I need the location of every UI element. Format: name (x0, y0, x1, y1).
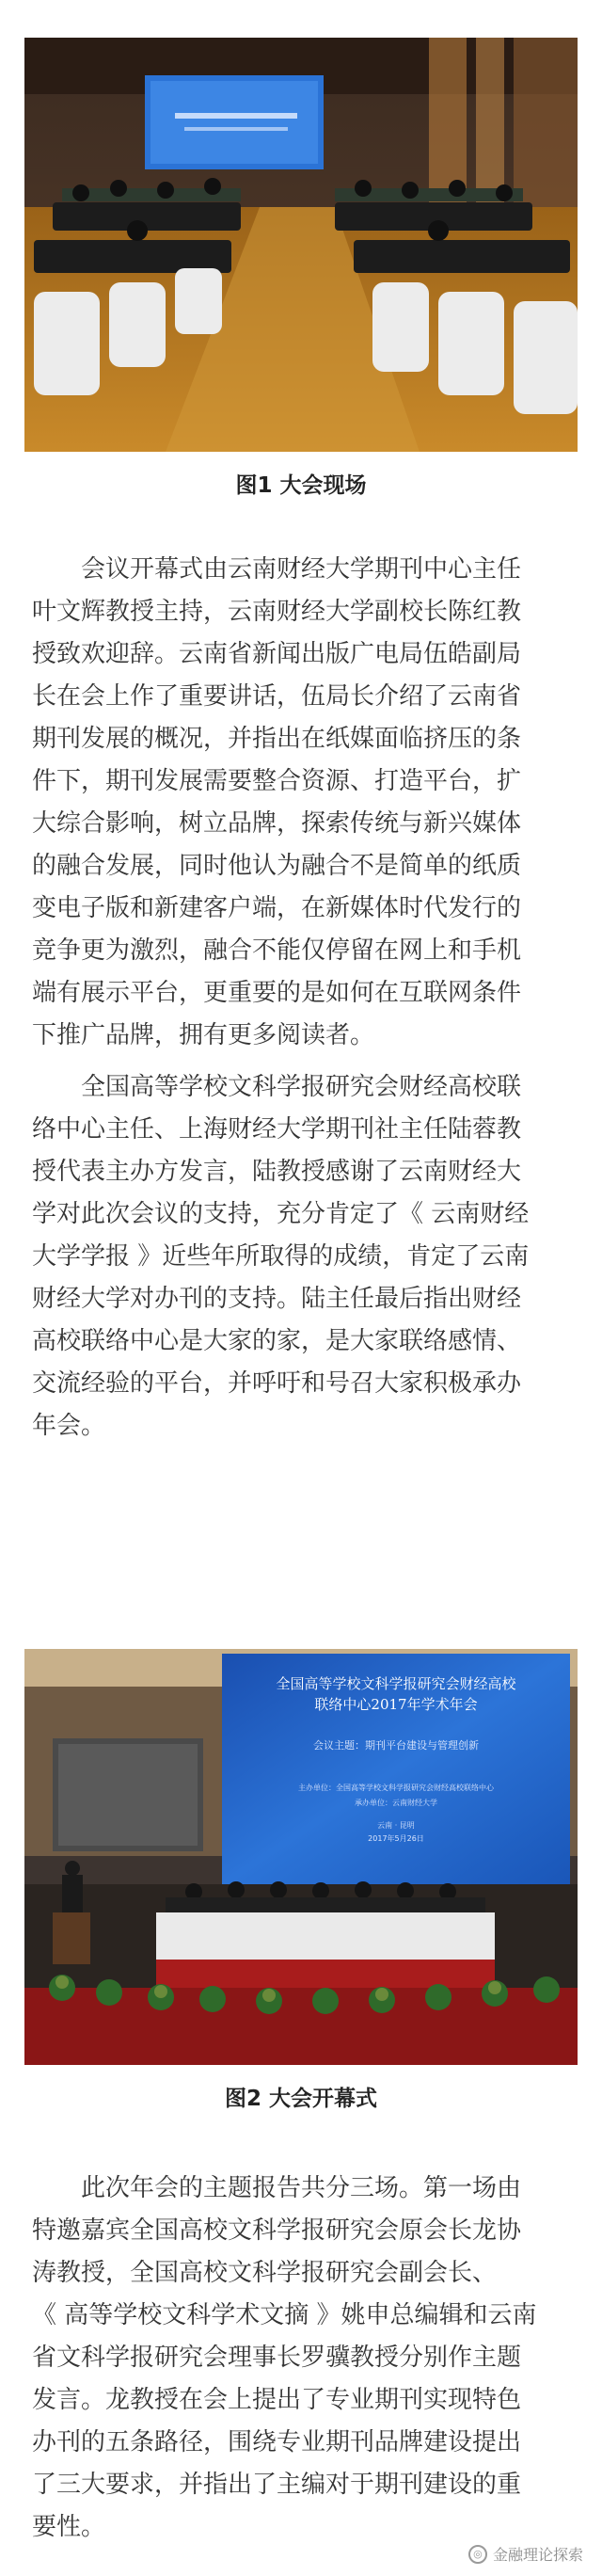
text-line: 变电子版和新建客户端，在新媒体时代发行的 (32, 894, 522, 922)
text-line: 了三大要求，并指出了主编对于期刊建设的重 (32, 2471, 522, 2499)
paragraph-keynote-reports (32, 2168, 570, 2549)
text-line: 涛教授，全国高校文科学报研究会副会长、 (32, 2259, 498, 2287)
screen-title-2: 联络中心2017年学术年会 (314, 1696, 478, 1713)
opening-ceremony-photo (24, 1649, 578, 2065)
text-line: 件下，期刊发展需要整合资源、打造平台，扩 (32, 767, 522, 795)
text-line: 期刊发展的概况，并指出在纸媒面临挤压的条 (32, 725, 522, 753)
text-line: 授致欢迎辞。云南省新闻出版广电局伍皓副局 (32, 640, 522, 668)
screen-place: 云南 · 昆明 (377, 1821, 415, 1830)
text-line: 络中心主任、上海财经大学期刊社主任陆蓉教 (32, 1115, 522, 1144)
text-line: 要性。 (32, 2513, 106, 2541)
text-line: 下推广品牌，拥有更多阅读者。 (32, 1021, 375, 1049)
text-line: 端有展示平台，更重要的是如何在互联网条件 (32, 979, 522, 1007)
text-line: 省文科学报研究会理事长罗骥教授分别作主题 (32, 2344, 522, 2372)
text-line: 财经大学对办刊的支持。陆主任最后指出财经 (32, 1285, 522, 1313)
figure-2-caption: 图2 大会开幕式 (224, 2087, 377, 2111)
text-line: 大学学报 》近些年所取得的成绩，肯定了云南 (32, 1242, 530, 1271)
screen-date: 2017年5月26日 (368, 1834, 424, 1843)
watermark (468, 2543, 583, 2565)
text-line: 授代表主办方发言，陆教授感谢了云南财经大 (32, 1158, 522, 1186)
wechat-account-icon: ◎ (468, 2545, 487, 2564)
text-line: 大综合影响，树立品牌，探索传统与新兴媒体 (32, 809, 522, 838)
conference-hall-photo (24, 38, 578, 452)
screen-host: 主办单位：全国高等学校文科学报研究会财经高校联络中心 (298, 1784, 494, 1792)
text-line: 发言。龙教授在会上提出了专业期刊实现特色 (32, 2386, 522, 2414)
text-line: 高校联络中心是大家的家，是大家联络感情、 (32, 1327, 522, 1355)
text-line: 交流经验的平台，并呼吁和号召大家积极承办 (32, 1369, 522, 1398)
text-line: 特邀嘉宾全国高校文科学报研究会原会长龙协 (32, 2216, 522, 2245)
screen-theme: 会议主题：期刊平台建设与管理创新 (313, 1739, 479, 1752)
text-line: 竞争更为激烈，融合不能仅停留在网上和手机 (32, 936, 522, 965)
paragraph-opening-ceremony (32, 549, 570, 1057)
text-line: 学对此次会议的支持，充分肯定了《 云南财经 (32, 1200, 530, 1228)
text-line: 办刊的五条路径，围绕专业期刊品牌建设提出 (32, 2428, 522, 2456)
figure-1-caption: 图1 大会现场 (235, 473, 367, 498)
text-line: 全国高等学校文科学报研究会财经高校联 (81, 1073, 522, 1101)
text-line: 长在会上作了重要讲话，伍局长介绍了云南省 (32, 682, 522, 711)
text-line: 的融合发展，同时他认为融合不是简单的纸质 (32, 852, 522, 880)
screen-title-1: 全国高等学校文科学报研究会财经高校 (276, 1675, 516, 1692)
watermark-text: 金融理论探索 (492, 2546, 583, 2564)
text-line: 此次年会的主题报告共分三场。第一场由 (81, 2174, 522, 2202)
text-line: 叶文辉教授主持，云南财经大学副校长陈红教 (32, 598, 522, 626)
text-line: 年会。 (32, 1412, 106, 1440)
text-line: 会议开幕式由云南财经大学期刊中心主任 (81, 555, 522, 584)
screen-organizer: 承办单位：云南财经大学 (355, 1799, 437, 1807)
paragraph-organizer-speech (32, 1066, 570, 1448)
text-line: 《 高等学校文科学术文摘 》姚申总编辑和云南 (32, 2301, 537, 2329)
